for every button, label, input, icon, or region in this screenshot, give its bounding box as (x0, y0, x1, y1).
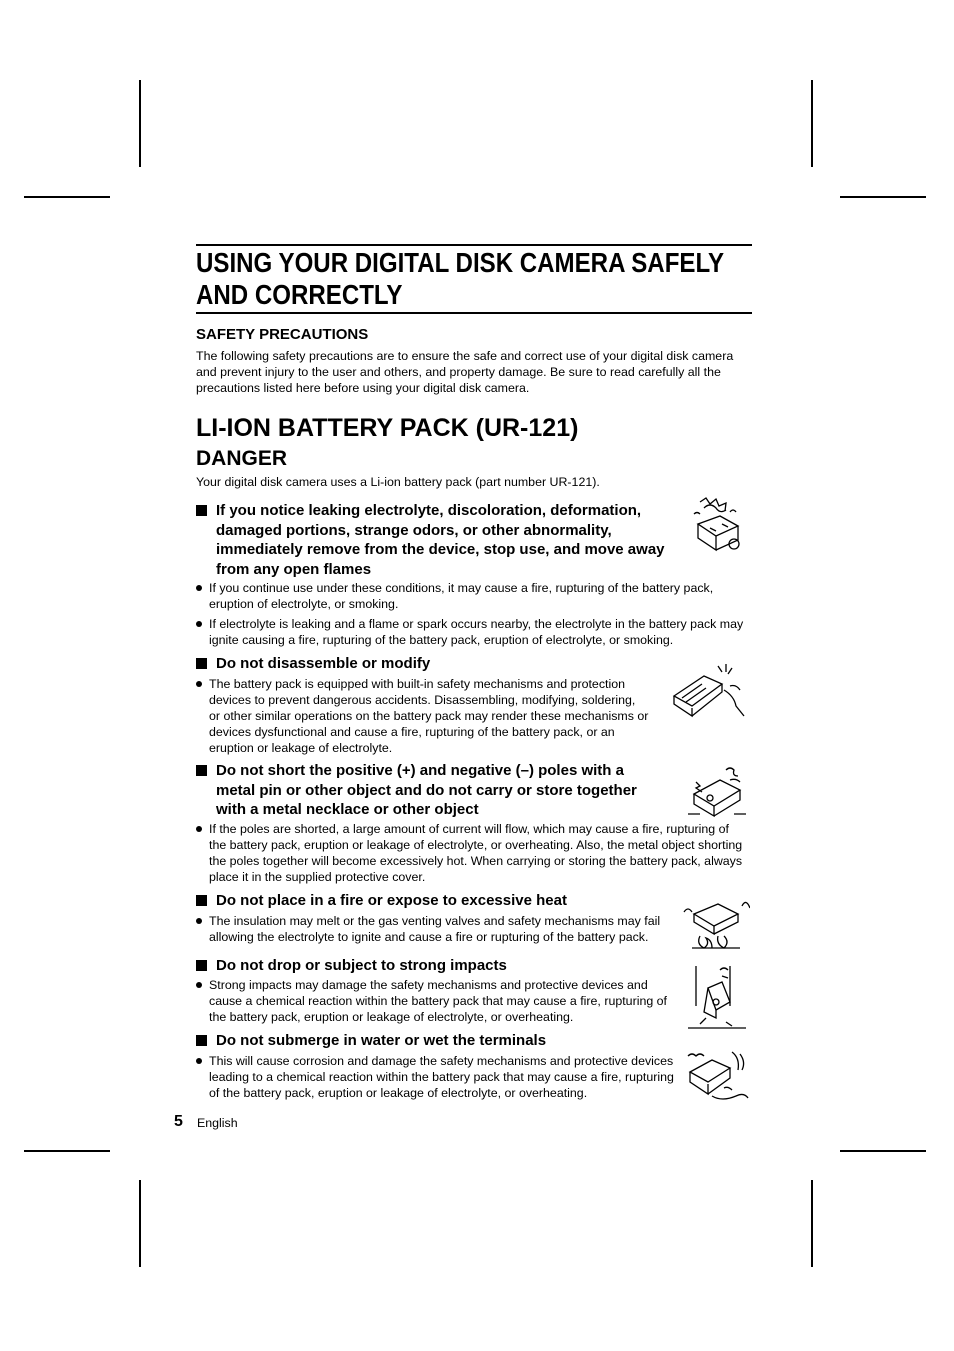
square-bullet-icon (196, 765, 207, 776)
title-rule-bottom (196, 312, 752, 314)
square-bullet-icon (196, 658, 207, 669)
bullet-item: If you continue use under these conditions, it may cause a fire, rupturing of the battery pack, eruption of electrolyte, or smoking. (196, 580, 746, 612)
section-heading: If you notice leaking electrolyte, discoloration, deformation, damaged portions, strange odors, or other abnormality, immediately remove from the device, stop use, and move away from any open flames (196, 501, 666, 579)
square-bullet-icon (196, 505, 207, 516)
disassembly-illustration-icon (668, 660, 748, 720)
danger-intro: Your digital disk camera uses a Li-ion battery pack (part number UR-121). (196, 475, 600, 489)
bullet-item: If the poles are shorted, a large amount of current will flow, which may cause a fire, rupturing of the battery pack, eruption or leakage of electrolyte, or overheating. Also, the metal object shorting the poles together will become excessively hot. When carrying or storing the battery pack, always place it in the supplied protective cover. (196, 821, 748, 885)
crop-mark (840, 1150, 926, 1152)
bullet-dot-icon (196, 681, 202, 687)
bullet-dot-icon (196, 918, 202, 924)
crop-mark (24, 1150, 110, 1152)
safety-intro: The following safety precautions are to ensure the safe and correct use of your digital disk camera and prevent injury to the user and others, and property damage. Be sure to read carefully all the precautions listed here before using your digital disk camera. (196, 349, 734, 395)
crop-mark (139, 1180, 141, 1267)
crop-mark (139, 80, 141, 167)
section-heading: Do not drop or subject to strong impacts (196, 956, 666, 976)
bullet-item: The battery pack is equipped with built-in safety mechanisms and protection devices to prevent dangerous accidents. Disassembling, modifying, soldering, or other similar operations on the battery pack may render these mechanisms or devices dysfunctional and cause a fire, rupturing of the battery pack, or an eruption or leakage of electrolyte. (196, 676, 746, 756)
crop-mark (811, 80, 813, 167)
page-title-line-1: USING YOUR DIGITAL DISK CAMERA SAFELY (196, 247, 725, 278)
title-rule-top (196, 244, 752, 246)
crop-mark (24, 196, 110, 198)
square-bullet-icon (196, 895, 207, 906)
crop-mark (811, 1180, 813, 1267)
bullet-dot-icon (196, 982, 202, 988)
battery-pack-heading: LI-ION BATTERY PACK (UR-121) (196, 414, 579, 442)
bullet-dot-icon (196, 826, 202, 832)
drop-impact-illustration-icon (686, 962, 748, 1030)
section-heading: Do not disassemble or modify (196, 654, 666, 674)
section-heading: Do not place in a fire or expose to excessive heat (196, 891, 666, 911)
bullet-dot-icon (196, 1058, 202, 1064)
safety-precautions-heading: SAFETY PRECAUTIONS (196, 326, 369, 343)
bullet-item: This will cause corrosion and damage the safety mechanisms and protective devices leading to a chemical reaction within the battery pack that may cause a fire, rupturing of the battery pack, eruption or leakage of electrolyte, or overheating. (196, 1053, 676, 1101)
square-bullet-icon (196, 1035, 207, 1046)
short-circuit-illustration-icon (686, 764, 748, 818)
square-bullet-icon (196, 960, 207, 971)
bullet-dot-icon (196, 621, 202, 627)
bullet-dot-icon (196, 585, 202, 591)
water-illustration-icon (684, 1048, 750, 1104)
section-heading: Do not short the positive (+) and negative (–) poles with a metal pin or other object and do not carry or store together with a metal necklace or other object (196, 761, 666, 820)
page-title (196, 247, 725, 311)
page-number: 5 (174, 1113, 183, 1130)
fire-heat-illustration-icon (682, 896, 750, 952)
bullet-item: The insulation may melt or the gas venting valves and safety mechanisms may fail allowing the electrolyte to ignite and cause a fire or rupturing of the battery pack. (196, 913, 676, 945)
leaking-battery-illustration-icon (690, 494, 746, 558)
crop-mark (840, 196, 926, 198)
section-heading: Do not submerge in water or wet the terminals (196, 1031, 666, 1051)
bullet-item: Strong impacts may damage the safety mechanisms and protective devices and cause a chemical reaction within the battery pack that may cause a fire, rupturing of the battery pack, eruption or leakage of electrolyte, or overheating. (196, 977, 676, 1025)
page-language-label: English (197, 1116, 238, 1130)
page-title-line-2: AND CORRECTLY (196, 279, 403, 310)
danger-heading: DANGER (196, 447, 288, 470)
bullet-item: If electrolyte is leaking and a flame or spark occurs nearby, the electrolyte in the battery pack may ignite causing a fire, rupturing of the battery pack, eruption of electrolyte, or smoking. (196, 616, 746, 648)
